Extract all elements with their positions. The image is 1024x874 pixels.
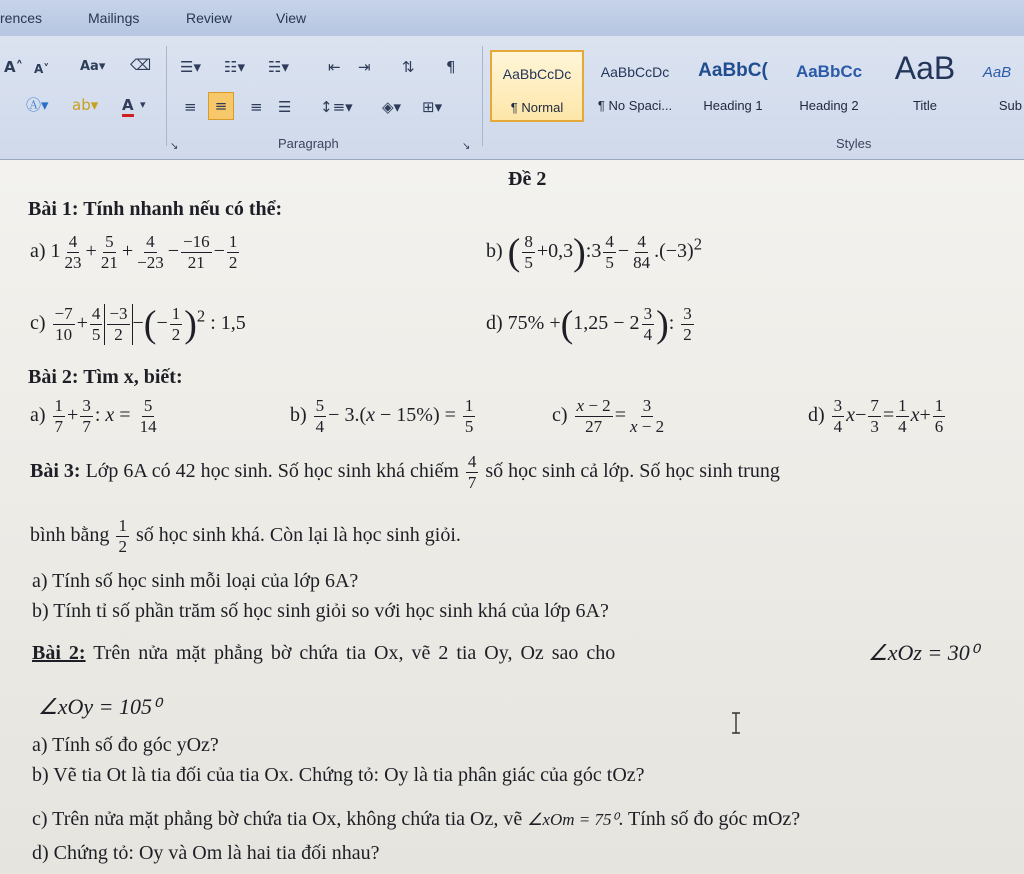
style-name: Sub xyxy=(998,98,1022,113)
style-name: ¶ Normal xyxy=(510,100,564,115)
i-beam-cursor-icon xyxy=(730,712,742,734)
style-name: ¶ No Spaci... xyxy=(597,98,673,113)
font-dialog-launcher-icon[interactable]: ↘ xyxy=(170,141,179,152)
shading-icon[interactable]: ◈▾ xyxy=(382,98,402,116)
angle-xoz: ∠xOz = 30⁰ xyxy=(868,640,979,665)
item-label: b) xyxy=(486,240,503,263)
item-label: c) xyxy=(552,404,568,427)
numbering-icon[interactable]: ☷▾ xyxy=(224,58,245,76)
bai2-a xyxy=(30,396,161,437)
item-label: d) xyxy=(486,312,503,335)
document-page[interactable] xyxy=(0,160,1024,874)
shrink-font-icon[interactable]: A˅ xyxy=(34,62,50,76)
increase-indent-icon[interactable]: ⇥ xyxy=(358,58,371,76)
multilevel-list-icon[interactable]: ☵▾ xyxy=(268,58,289,76)
style-title[interactable] xyxy=(878,50,972,122)
bai2b-label: Bài 2: xyxy=(32,642,86,664)
angle-xoy: ∠xOy = 105⁰ xyxy=(38,694,161,719)
style-name: Heading 1 xyxy=(703,98,763,113)
item-label: d) xyxy=(808,404,825,427)
tab-review[interactable]: Review xyxy=(186,10,232,26)
bai2b-question-c xyxy=(32,808,800,831)
item-label: a) xyxy=(30,240,46,263)
math-expression: $\frac{3}{4}$ x− $\frac{7}{3}$ = $\frac{1}{4}$ x+ $\frac{1}{6}$ xyxy=(833,396,944,436)
document-title: Đề 2 xyxy=(508,168,547,190)
style-preview: AaBbCcDc xyxy=(600,64,670,80)
font-color-icon[interactable]: A xyxy=(122,96,134,117)
bai3-line2 xyxy=(30,516,461,557)
ribbon xyxy=(0,0,1024,160)
tab-view[interactable]: View xyxy=(276,10,307,26)
align-left-icon[interactable]: ≡ xyxy=(184,98,197,116)
bai2b-question-a: a) Tính số đo góc yOz? xyxy=(32,734,219,756)
bai3-text-continued: số học sinh cả lớp. Số học sinh trung xyxy=(485,460,780,483)
ribbon-tab-bar xyxy=(0,0,1024,36)
style-no-spacing[interactable] xyxy=(588,50,682,122)
bai2b-question-d: d) Chứng tỏ: Oy và Om là hai tia đối nhau? xyxy=(32,842,380,864)
style-preview: AaB xyxy=(894,50,956,86)
math-expression: $\frac{-7}{10}$ + $\frac{4}{5}$ $\frac{-3}{2}$ −(− $\frac{1}{2}$ )$^2$ : 1,5 xyxy=(54,303,246,346)
align-right-icon[interactable]: ≡ xyxy=(250,98,263,116)
bai2-d xyxy=(808,396,947,437)
math-expression: 1 $\frac{4}{23}$ + $\frac{5}{21}$ + $\frac{4}{-23}$ − $\frac{-16}{21}$ − $\frac{1}{2}$ xyxy=(50,232,238,272)
borders-icon[interactable]: ⊞▾ xyxy=(422,98,443,116)
bai3-text-continued: số học sinh khá. Còn lại là học sinh giỏi. xyxy=(135,524,461,547)
style-heading-2[interactable] xyxy=(782,50,876,122)
bai3-text: bình bằng xyxy=(30,524,110,547)
bai2b-text: Trên nửa mặt phẳng bờ chứa tia Ox, vẽ 2 tia Oy, Oz sao cho xyxy=(85,642,616,664)
grow-font-icon[interactable]: A˄ xyxy=(4,58,24,76)
align-center-icon[interactable]: ≡ xyxy=(208,92,234,120)
bai2-b xyxy=(290,396,477,437)
style-name: Title xyxy=(912,98,938,113)
style-normal[interactable] xyxy=(490,50,584,122)
tab-references[interactable]: rences xyxy=(0,10,43,26)
item-label: c) xyxy=(30,312,46,335)
bai3-text: Lớp 6A có 42 học sinh. Số học sinh khá chiếm xyxy=(80,460,459,483)
math-expression: $\frac{x - 2}{27}$ = $\frac{3}{x - 2}$ xyxy=(576,396,665,436)
paragraph-group-label: Paragraph xyxy=(278,136,339,151)
highlight-color-icon[interactable]: ab▾ xyxy=(72,96,99,114)
clear-formatting-icon[interactable]: ⌫ xyxy=(130,56,152,74)
show-formatting-icon[interactable]: ¶ xyxy=(446,58,456,76)
separator xyxy=(482,46,483,146)
question-text-continued: . Tính số đo góc mOz? xyxy=(618,808,801,830)
angle-xom: ∠xOm = 75⁰ xyxy=(527,810,619,829)
bai1-a xyxy=(30,232,241,273)
bai2b-question-b: b) Vẽ tia Ot là tia đối của tia Ox. Chứng tỏ: Oy là tia phân giác của góc tOz? xyxy=(32,764,645,786)
item-label: a) xyxy=(30,404,46,427)
font-color-dropdown-icon[interactable]: ▾ xyxy=(140,98,146,111)
bullets-icon[interactable]: ☰▾ xyxy=(180,58,201,76)
styles-group-label: Styles xyxy=(836,136,872,151)
bai1-b xyxy=(486,232,702,273)
line-spacing-icon[interactable]: ↕≡▾ xyxy=(320,98,353,116)
style-name: Heading 2 xyxy=(799,98,859,113)
tab-mailings[interactable]: Mailings xyxy=(88,10,140,26)
bai2-c xyxy=(552,396,668,437)
style-heading-1[interactable] xyxy=(686,50,780,122)
bai1-d xyxy=(486,304,696,345)
paragraph-dialog-launcher-icon[interactable]: ↘ xyxy=(462,141,471,152)
change-case-icon[interactable]: Aa▾ xyxy=(80,59,106,74)
style-subtitle[interactable] xyxy=(970,50,1024,122)
style-preview: AaBbCcDc xyxy=(502,66,572,82)
bai3-question-a: a) Tính số học sinh mỗi loại của lớp 6A? xyxy=(32,570,359,592)
paragraph-group xyxy=(170,40,480,158)
math-expression: 75% +(1,25 − 2 $\frac{3}{4}$ ): $\frac{3}{2}$ xyxy=(507,303,692,346)
bai3-line1 xyxy=(30,452,780,493)
item-label: b) xyxy=(290,404,307,427)
text-effects-icon[interactable]: Ⓐ▾ xyxy=(26,96,49,114)
font-group xyxy=(0,40,160,158)
bai2-heading: Bài 2: Tìm x, biết: xyxy=(28,366,183,388)
math-expression: ( $\frac{8}{5}$ +0,3):3 $\frac{4}{5}$ − $\frac{4}{84}$ $.(-3)^2$ xyxy=(507,231,703,274)
fraction-one-half: $\frac{1}{2}$ xyxy=(118,516,127,556)
bai2b-line1 xyxy=(32,642,615,665)
style-preview: AaB xyxy=(982,64,1012,81)
bai1-heading: Bài 1: Tính nhanh nếu có thể: xyxy=(28,198,283,220)
sort-icon[interactable]: ⇅ xyxy=(402,58,415,76)
separator xyxy=(166,46,167,146)
bai3-label: Bài 3: xyxy=(30,460,81,483)
fraction-four-sevenths: $\frac{4}{7}$ xyxy=(467,452,477,492)
decrease-indent-icon[interactable]: ⇤ xyxy=(328,58,341,76)
bai3-question-b: b) Tính tỉ số phần trăm số học sinh giỏi so với học sinh khá của lớp 6A? xyxy=(32,600,609,622)
math-expression: $\frac{5}{4}$ − 3.(x − 15%) = $\frac{1}{5}$ xyxy=(315,396,474,436)
style-preview: AaBbCc xyxy=(795,62,863,81)
justify-icon[interactable]: ☰ xyxy=(278,98,292,116)
bai1-c xyxy=(30,304,246,345)
math-expression: $\frac{1}{7}$ + $\frac{3}{7}$ : x = $\frac{5}{14}$ xyxy=(54,396,157,436)
style-preview: AaBbC( xyxy=(698,60,768,81)
question-text: c) Trên nửa mặt phẳng bờ chứa tia Ox, không chứa tia Oz, vẽ xyxy=(32,808,523,830)
